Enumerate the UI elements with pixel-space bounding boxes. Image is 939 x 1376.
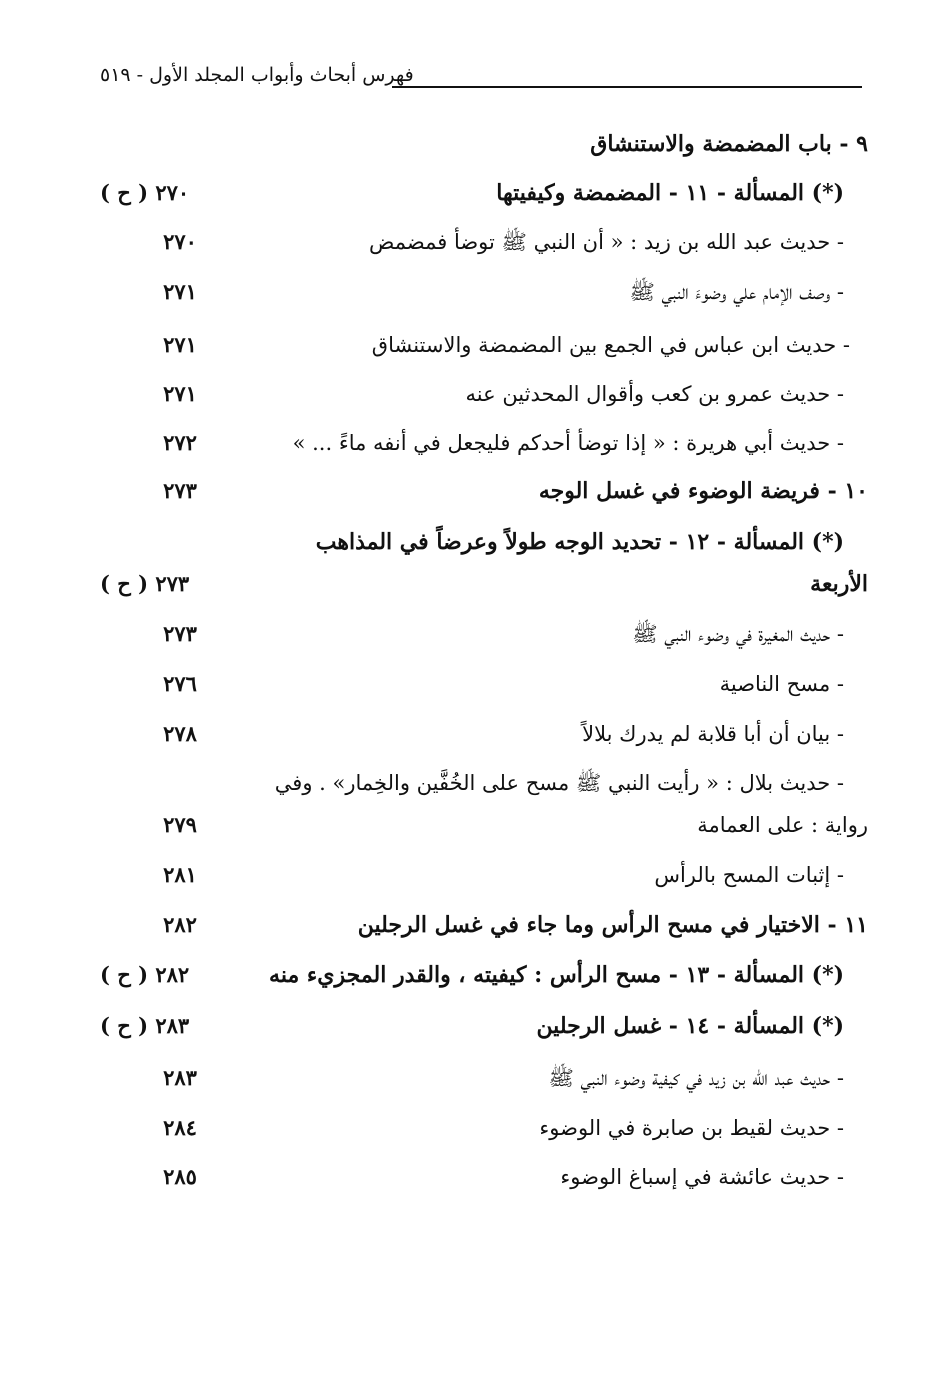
index-row [100, 222, 868, 262]
hadith-entry: - حديث لقيط بن صابرة في الوضوء [539, 1116, 844, 1140]
page-number: ٢٧٣ [163, 621, 197, 646]
masala-heading: (*) المسألة - ١٤ - غسل الرجلين [536, 1013, 844, 1039]
index-row [100, 325, 868, 365]
index-row [100, 423, 868, 463]
page-number: ٢٧١ [163, 381, 197, 406]
page-number: ٢٧٨ [163, 721, 197, 746]
hadith-entry: - بيان أن أبا قلابة لم يدرك بلالاً [582, 722, 844, 746]
page-number: ٢٧٩ [163, 812, 197, 837]
hadith-entry: - حديث عائشة في إسباغ الوضوء [560, 1165, 844, 1189]
index-row [100, 374, 868, 414]
hadith-entry: - إثبات المسح بالرأس [654, 863, 844, 887]
index-row [100, 855, 868, 895]
index-row [100, 614, 868, 654]
masala-heading: (*) المسألة - ١١ - المضمضة وكيفيتها [496, 180, 844, 206]
page-number: ٢٨٢ [163, 912, 197, 937]
masala-heading: (*) المسألة - ١٢ - تحديد الوجه طولاً وعرضاً في المذاهب [315, 529, 844, 555]
hadith-entry: - حديث عبد الله بن زيد : « أن النبي ﷺ توضأ فمضمض [369, 230, 844, 254]
header-rule [392, 86, 862, 88]
masala-heading-continuation: الأربعة [810, 571, 868, 597]
index-row [100, 272, 868, 312]
page-number: ٢٧٠ ( ح ) [100, 180, 190, 205]
page-number: ٢٧٢ [163, 430, 197, 455]
index-row [100, 763, 868, 803]
header-title: فهرس أبحاث وأبواب المجلد الأول - ٥١٩ [100, 64, 414, 86]
hadith-entry: - حديث عبد الله بن زيد في كيفية وضوء النبي ﷺ [548, 1066, 844, 1090]
index-row [100, 1157, 868, 1197]
page-header [100, 62, 862, 96]
page-number: ٢٨٣ ( ح ) [100, 1013, 190, 1038]
page-number: ٢٨٣ [163, 1065, 197, 1090]
page-number: ٢٧٦ [163, 671, 197, 696]
hadith-entry: - حديث المغيرة في وضوء النبي ﷺ [632, 622, 844, 646]
chapter-heading: ١٠ - فريضة الوضوء في غسل الوجه [538, 478, 868, 504]
index-row-bab-9 [100, 124, 868, 164]
hadith-entry: - حديث أبي هريرة : « إذا توضأ أحدكم فليجعل في أنفه ماءً ... » [292, 431, 844, 455]
chapter-heading: ١١ - الاختيار في مسح الرأس وما جاء في غسل الرجلين [357, 912, 868, 938]
index-row-masala-13 [100, 955, 868, 995]
page-number: ٢٨٢ ( ح ) [100, 962, 190, 987]
index-row-bab-11 [100, 905, 868, 945]
index-row [100, 1108, 868, 1148]
page-number: ٢٧٣ ( ح ) [100, 571, 190, 596]
index-row [100, 1058, 868, 1098]
index-row-masala-12-cont [100, 564, 868, 604]
page-number: ٢٧٠ [163, 229, 197, 254]
hadith-entry: - حديث بلال : « رأيت النبي ﷺ مسح على الخُفَّين والخِمار» . وفي [274, 771, 844, 795]
index-row-masala-12 [100, 522, 868, 562]
page-number: ٢٨٥ [163, 1164, 197, 1189]
page-number: ٢٨٤ [163, 1115, 197, 1140]
index-row-cont [100, 805, 868, 845]
hadith-entry-continuation: رواية : على العمامة [697, 813, 868, 837]
page-number: ٢٧١ [163, 332, 197, 357]
hadith-entry: - مسح الناصية [719, 672, 844, 696]
index-row-masala-11 [100, 173, 868, 213]
chapter-heading: ٩ - باب المضمضة والاستنشاق [590, 131, 868, 157]
page-number: ٢٨١ [163, 862, 197, 887]
index-row [100, 714, 868, 754]
masala-heading: (*) المسألة - ١٣ - مسح الرأس : كيفيته ، والقدر المجزيء منه [269, 962, 844, 988]
page-number: ٢٧١ [163, 279, 197, 304]
index-row-masala-14 [100, 1006, 868, 1046]
hadith-entry: - حديث ابن عباس في الجمع بين المضمضة والاستنشاق [371, 333, 850, 357]
hadith-entry: - وصف الإمام علي وضوءَ النبي ﷺ [629, 280, 844, 304]
index-row [100, 664, 868, 704]
index-row-bab-10 [100, 471, 868, 511]
hadith-entry: - حديث عمرو بن كعب وأقوال المحدثين عنه [465, 382, 844, 406]
page-number: ٢٧٣ [163, 478, 197, 503]
